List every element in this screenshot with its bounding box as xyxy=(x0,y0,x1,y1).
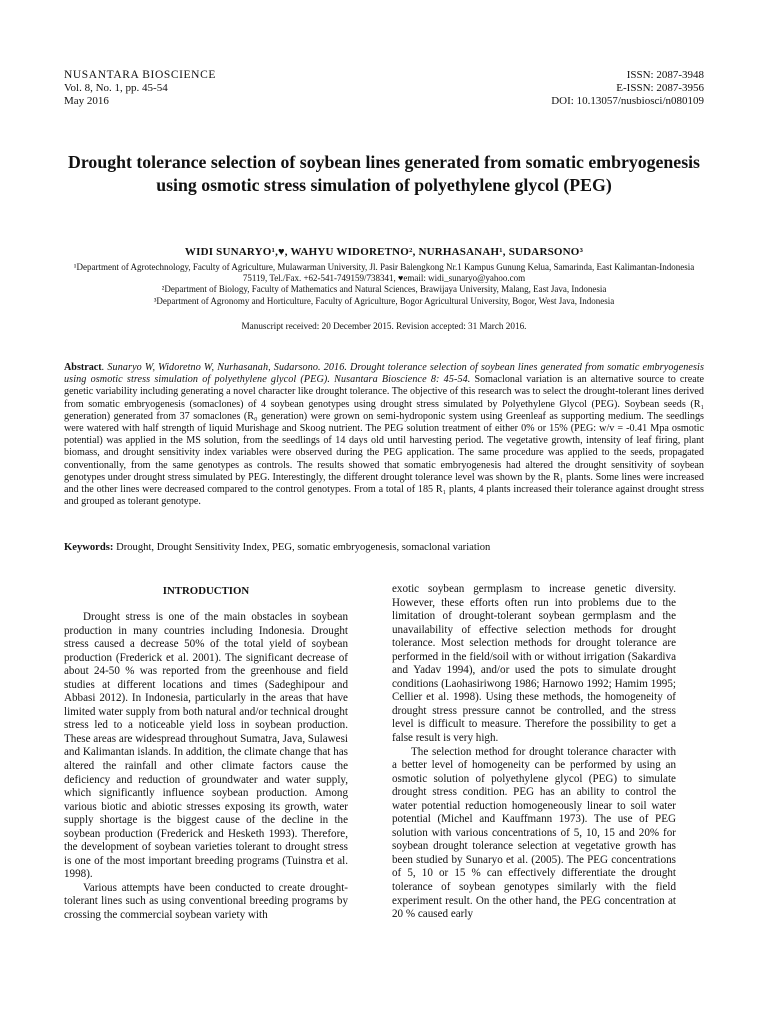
affiliation-2: ²Department of Biology, Faculty of Mathematics and Natural Sciences, Brawijaya University, Malang, East Java, Indonesia xyxy=(161,284,607,295)
affiliation-1: ¹Department of Agrotechnology, Faculty of Agriculture, Mulawarman University, Jl. Pasir Balengkong Nr.1 Kampus Gunung Kelua, Samarinda, East Kalimantan-Indonesia 75119, Tel./Fax. +62-541-749159/738341, ♥email: widi_sunaryo@yahoo.com xyxy=(73,262,695,284)
body-paragraph: Various attempts have been conducted to create drought-tolerant lines such as using conventional breeding programs by crossing the commercial soybean variety with xyxy=(64,881,348,922)
abstract-citation: . Sunaryo W, Widoretno W, Nurhasanah, Sudarsono. 2016. Drought tolerance selection of soybean lines generated from somatic embryogenesis using osmotic stress simulation of polyethylene glycol (PEG). Nusantara Bioscience 8: 45-54. xyxy=(64,362,704,386)
manuscript-dates: Manuscript received: 20 December 2015. Revision accepted: 31 March 2016. xyxy=(241,321,527,331)
journal-identifiers xyxy=(551,69,704,108)
abstract-label: Abstract xyxy=(64,362,102,373)
column-right xyxy=(392,583,676,922)
section-heading-introduction: INTRODUCTION xyxy=(162,585,250,597)
issn: ISSN: 2087-3948 xyxy=(626,69,704,81)
keywords-text: Drought, Drought Sensitivity Index, PEG, somatic embryogenesis, somaclonal variation xyxy=(113,542,491,553)
body-paragraph: The selection method for drought tolerance character with a better level of homogeneity can be performed by using an osmotic solution of polyethylene glycol (PEG) to simulate drought stress condition. PEG has an ability to control the water potential reduction homogeneously linear to soil water potential (Michel and Kauffmann 1973). The use of PEG solution with various concentrations of 5, 10, 15 and 20% for soybean drought tolerance selection at vegetative growth has been studied by Sunaryo et al. (2005). The PEG concentrations of 5, 10 or 15 % can effectively differentiate the drought tolerance of soybean genotypes similarly with the field experiment result. On the other hand, the PEG concentration at 20 % caused early xyxy=(392,745,676,921)
column-left xyxy=(64,583,348,923)
body-paragraph: exotic soybean germplasm to increase genetic diversity. However, these efforts often run into problems due to the limitation of drought-tolerant soybean germplasm and the unavailability of effective selection methods for drought tolerance. Most selection methods for drought tolerance are performed in the field/soil with or without irrigation (Sakardiva and Yadav 1994), and/or used the pots to simulate drought conditions (Laohasiriwong 1986; Harnowo 1992; Hamim 1995; Cellier et al. 1998). Using these methods, the homogeneity of drought stress pressure cannot be controlled, and the stress level is difficult to measure. Therefore the possibility to get a false result is very high. xyxy=(392,583,676,745)
doi: DOI: 10.13057/nusbiosci/n080109 xyxy=(551,95,704,107)
journal-name: NUSANTARA BIOSCIENCE xyxy=(64,69,216,81)
affiliations xyxy=(64,262,704,307)
eissn: E-ISSN: 2087-3956 xyxy=(616,82,704,94)
keywords-label: Keywords: xyxy=(64,542,114,553)
abstract-text: Somaclonal variation is an alternative source to create genetic variability including generating a novel character like drought tolerance. The objective of this research was to select the drought-tolerant lines derived from somatic embryogenesis (somaclones) of 4 soybean genotypes using drought stress simulated by Polyethylene Glycol (PEG). Soybean seeds (R₁ generation) generated from 37 somaclones (R₀ generation) were grown on semi-hydroponic system using Greenleaf as supporting medium. The seedlings were watered with half strength of liquid Murishage and Skoog nutrient. The PEG solution treatment of either 0% or 15% (PEG: w/v = -0.41 Mpa osmotic potential) was applied in the MS solution, from the seedlings of 14 days old until harvesting period. The vegetative growth, intensity of leaf firing, plant biomass, and drought sensitivity index variables were observed during the PEG application. The same procedure was applied to the seeds, propagated conventionally, from the same genotypes as controls. The results showed that somatic embryogenesis had altered the drought sensitivity of soybean genotypes under drought stress simulated by PEG. Interestingly, the different drought tolerance level was shown by the R₁ plants. Some lines were increased and the other lines were decreased compared to the control genotypes. From a total of 185 R₁ plants, 4 plants increased their tolerance against drought stress and grouped as tolerant genotype. xyxy=(64,374,704,508)
paper-title: Drought tolerance selection of soybean lines generated from somatic embryogenesis using osmotic stress simulation of polyethylene glycol (PEG) xyxy=(68,152,700,195)
keywords xyxy=(64,542,704,553)
body-paragraph: Drought stress is one of the main obstacles in soybean production in many countries including Indonesia. Drought stress caused a decrease 50% of the total yield of soybean production (Frederick et al. 2001). The significant decrease of about 24-50 % was reported from the greenhouse and field studies at different locations and times (Sadeghipour and Abbasi 2012). In Indonesia, particularly in the areas that have limited water supply from both natural and/or technical drought stress led to a noticeable yield loss in soybean production. These areas are widespread throughout Sumatra, Java, Sulawesi and Kalimantan islands. In addition, the climate change that has altered the rainfall and other climate factors cause the deficiency and reduction of groundwater and water supply, which significantly influence soybean production. Among various biotic and abiotic stresses exposing its growth, water supply shortage is the biggest cause of the decline in the soybean production (Frederick and Hesketh 1993). Therefore, the development of soybean varieties tolerant to drought stress is one of the most important breeding programs (Tuinstra et al. 1998). xyxy=(64,611,348,881)
affiliation-3: ³Department of Agronomy and Horticulture, Faculty of Agriculture, Bogor Agricultural University, Bogor, West Java, Indonesia xyxy=(153,295,615,306)
journal-info xyxy=(64,69,216,108)
journal-volume: Vol. 8, No. 1, pp. 45-54 xyxy=(64,82,168,94)
journal-date: May 2016 xyxy=(64,95,109,107)
abstract xyxy=(64,362,704,508)
author-list: WIDI SUNARYO¹,♥, WAHYU WIDORETNO², NURHASANAH¹, SUDARSONO³ xyxy=(184,246,584,258)
